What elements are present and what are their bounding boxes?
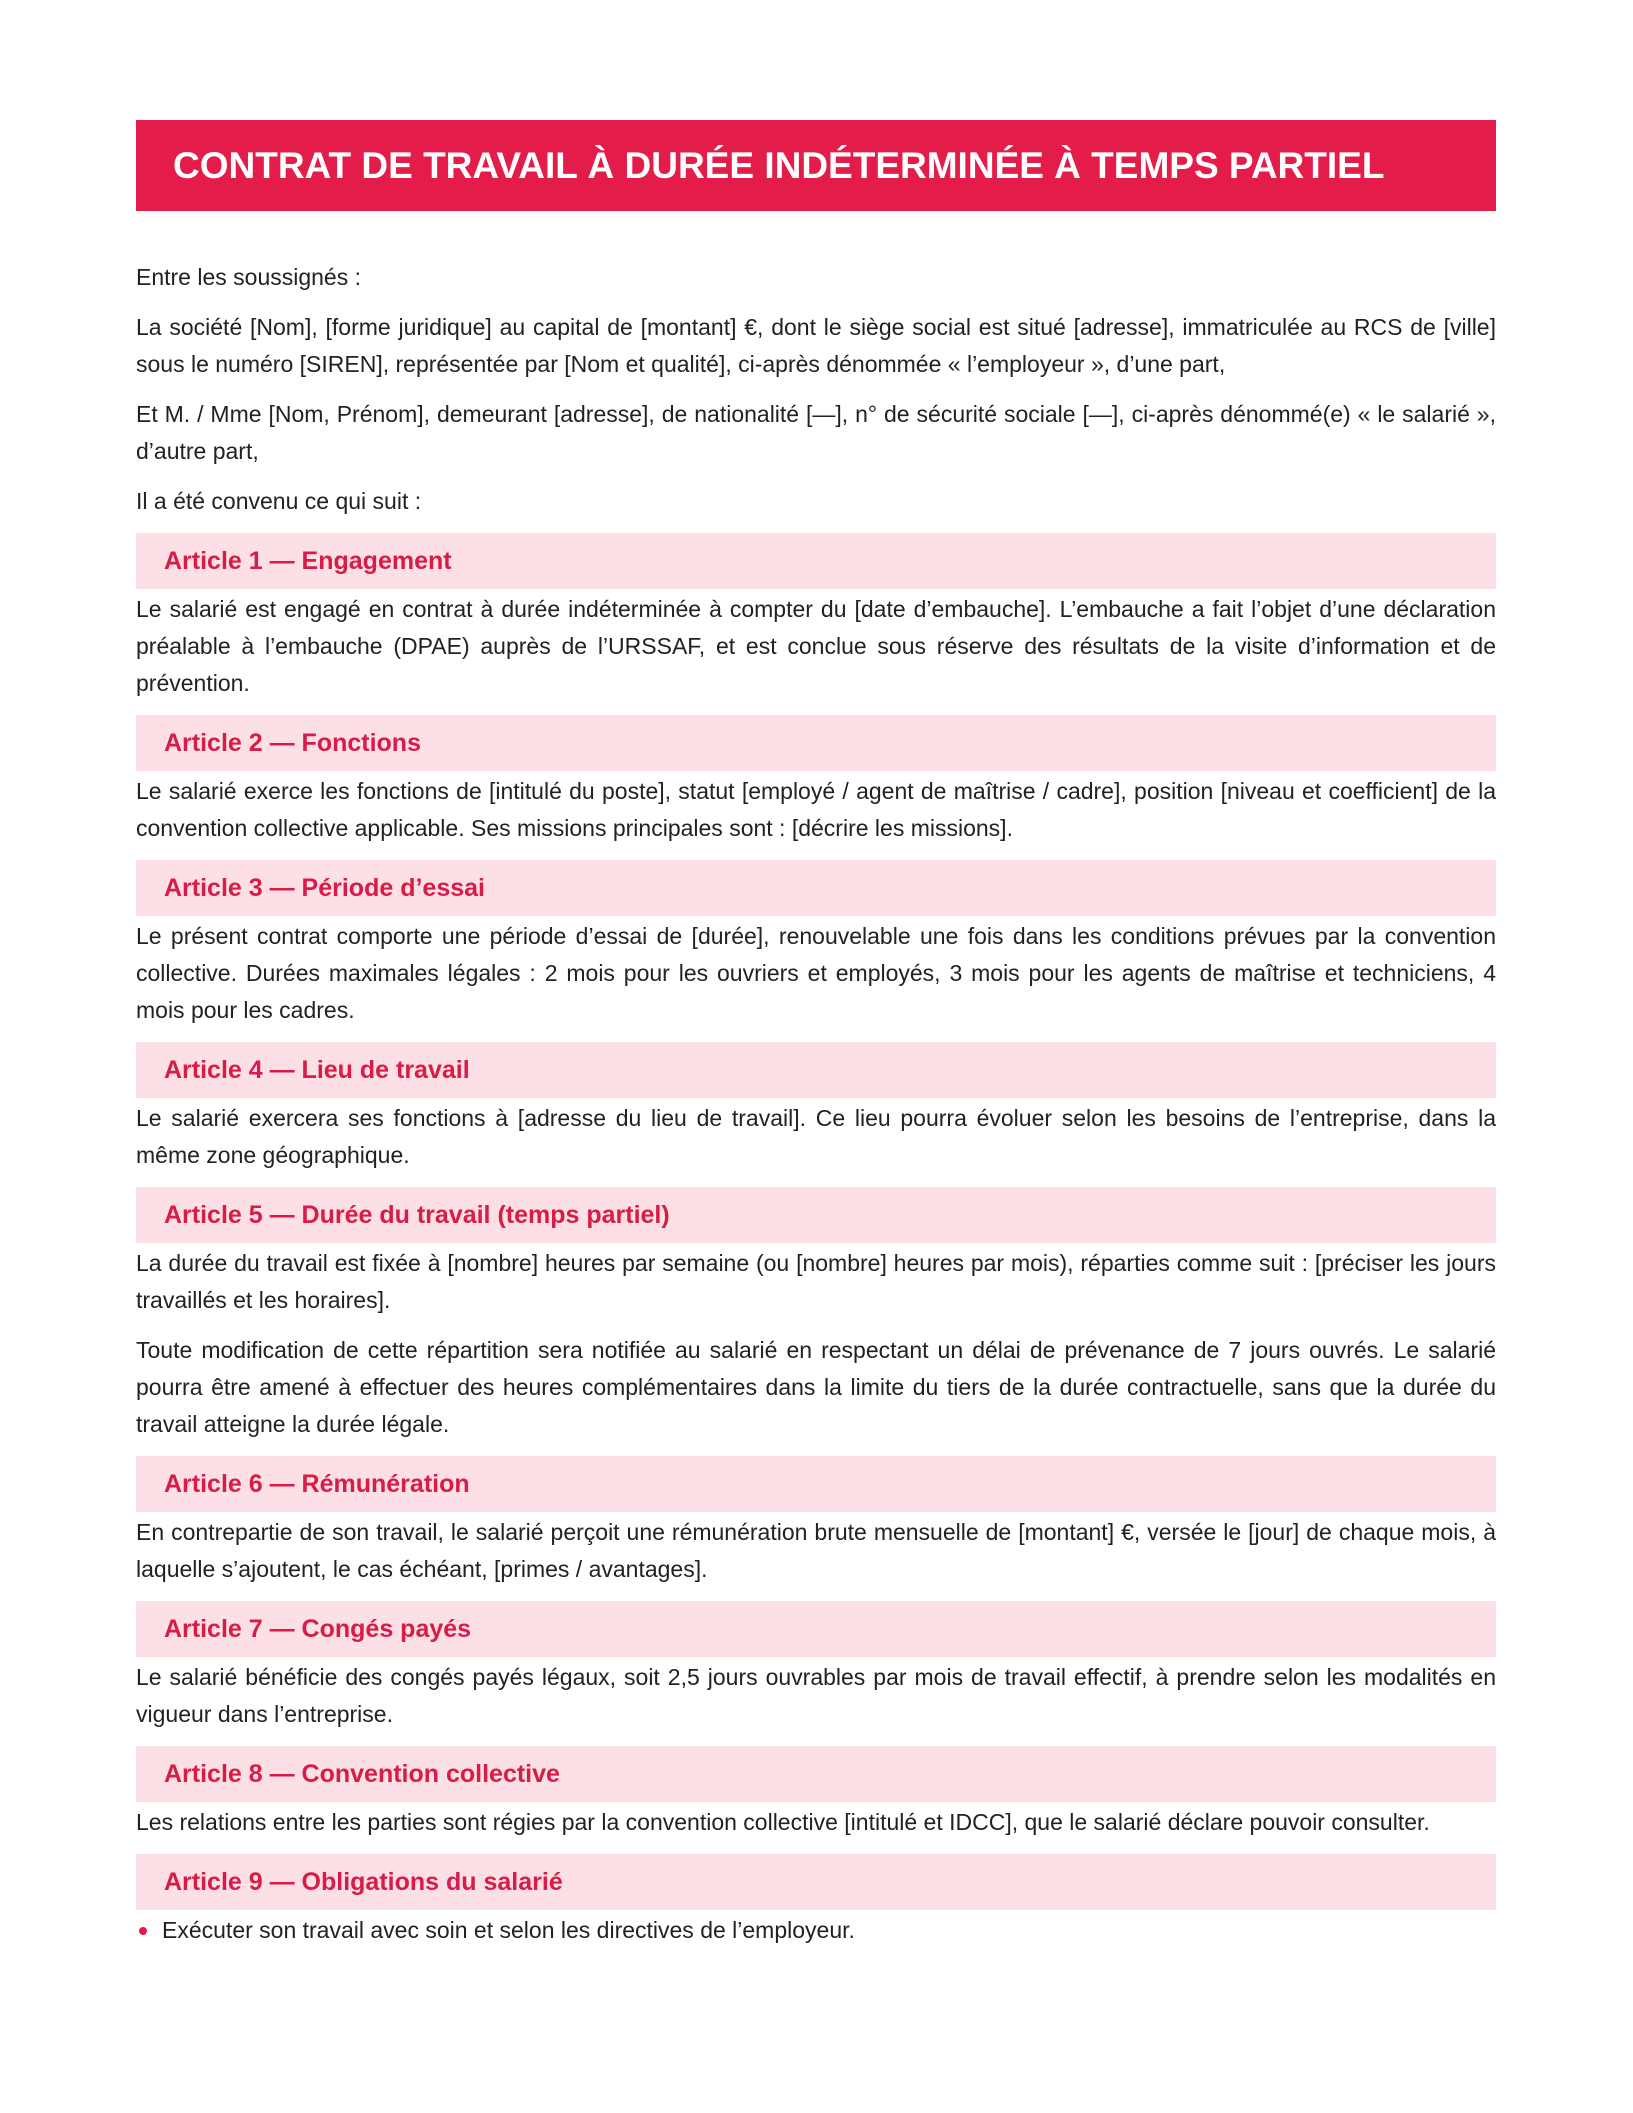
- contract-body: [136, 259, 1496, 1949]
- article-8-paragraph: Les relations entre les parties sont régies par la convention collective [intitulé et IDCC], que le salarié déclare pouvoir consulter.: [136, 1809, 1430, 1835]
- document-title: CONTRAT DE TRAVAIL À DURÉE INDÉTERMINÉE À TEMPS PARTIEL: [173, 144, 1385, 186]
- article-9-heading: Article 9 — Obligations du salarié: [164, 1867, 563, 1896]
- article-9-bullet-list: [136, 1912, 1496, 1949]
- article-7-header: [136, 1601, 1496, 1657]
- intro-employee-paragraph: Et M. / Mme [Nom, Prénom], demeurant [adresse], de nationalité [—], n° de sécurité sociale [—], ci-après dénommé(e) « le salarié », d’autre part,: [136, 401, 1496, 464]
- intro-parties-label: Entre les soussignés :: [136, 264, 362, 290]
- list-item: [136, 1912, 1496, 1949]
- article-4-header: [136, 1042, 1496, 1098]
- article-6-header: [136, 1456, 1496, 1512]
- article-4-heading: Article 4 — Lieu de travail: [164, 1055, 470, 1084]
- article-8-header: [136, 1746, 1496, 1802]
- article-2-heading: Article 2 — Fonctions: [164, 728, 421, 757]
- article-1-header: [136, 533, 1496, 589]
- article-3-paragraph: Le présent contrat comporte une période d’essai de [durée], renouvelable une fois dans les conditions prévues par la convention collective. Durées maximales légales : 2 mois pour les ouvriers et employés, 3 mois pour les agents de maîtrise et techniciens, 4 mois pour les cadres.: [136, 923, 1496, 1023]
- article-2-paragraph: Le salarié exerce les fonctions de [intitulé du poste], statut [employé / agent de maîtrise / cadre], position [niveau et coefficient] de la convention collective applicable. Ses missions principales sont : [décrire les missions].: [136, 778, 1496, 841]
- intro-agreement-line: Il a été convenu ce qui suit :: [136, 488, 422, 514]
- article-5-paragraph-2: Toute modification de cette répartition sera notifiée au salarié en respectant un délai de prévenance de 7 jours ouvrés. Le salarié pourra être amené à effectuer des heures complémentaires dans la limite du tiers de la durée contractuelle, sans que la durée du travail atteigne la durée légale.: [136, 1337, 1496, 1437]
- article-7-paragraph: Le salarié bénéficie des congés payés légaux, soit 2,5 jours ouvrables par mois de travail effectif, à prendre selon les modalités en vigueur dans l’entreprise.: [136, 1664, 1496, 1727]
- article-9-header: [136, 1854, 1496, 1910]
- article-1-paragraph: Le salarié est engagé en contrat à durée indéterminée à compter du [date d’embauche]. L’embauche a fait l’objet d’une déclaration préalable à l’embauche (DPAE) auprès de l’URSSAF, et est conclue sous réserve des résultats de la visite d’information et de prévention.: [136, 596, 1496, 696]
- article-8-heading: Article 8 — Convention collective: [164, 1759, 560, 1788]
- article-1-heading: Article 1 — Engagement: [164, 546, 452, 575]
- contract-page: [136, 120, 1496, 1949]
- article-3-heading: Article 3 — Période d’essai: [164, 873, 485, 902]
- article-2-header: [136, 715, 1496, 771]
- article-6-heading: Article 6 — Rémunération: [164, 1469, 470, 1498]
- article-5-header: [136, 1187, 1496, 1243]
- article-5-heading: Article 5 — Durée du travail (temps partiel): [164, 1200, 670, 1229]
- list-item-text: Exécuter son travail avec soin et selon les directives de l’employeur.: [162, 1917, 855, 1943]
- article-5-paragraph-1: La durée du travail est fixée à [nombre] heures par semaine (ou [nombre] heures par mois), réparties comme suit : [préciser les jours travaillés et les horaires].: [136, 1250, 1496, 1313]
- article-7-heading: Article 7 — Congés payés: [164, 1614, 472, 1643]
- intro-employer-paragraph: La société [Nom], [forme juridique] au capital de [montant] €, dont le siège social est situé [adresse], immatriculée au RCS de [ville] sous le numéro [SIREN], représentée par [Nom et qualité], ci-après dénommée « l’employeur », d’une part,: [136, 314, 1496, 377]
- article-6-paragraph: En contrepartie de son travail, le salarié perçoit une rémunération brute mensuelle de [montant] €, versée le [jour] de chaque mois, à laquelle s’ajoutent, le cas échéant, [primes / avantages].: [136, 1519, 1496, 1582]
- article-4-paragraph: Le salarié exercera ses fonctions à [adresse du lieu de travail]. Ce lieu pourra évoluer selon les besoins de l’entreprise, dans la même zone géographique.: [136, 1105, 1496, 1168]
- title-banner: [136, 120, 1496, 211]
- bullet-icon: [139, 1927, 147, 1935]
- article-3-header: [136, 860, 1496, 916]
